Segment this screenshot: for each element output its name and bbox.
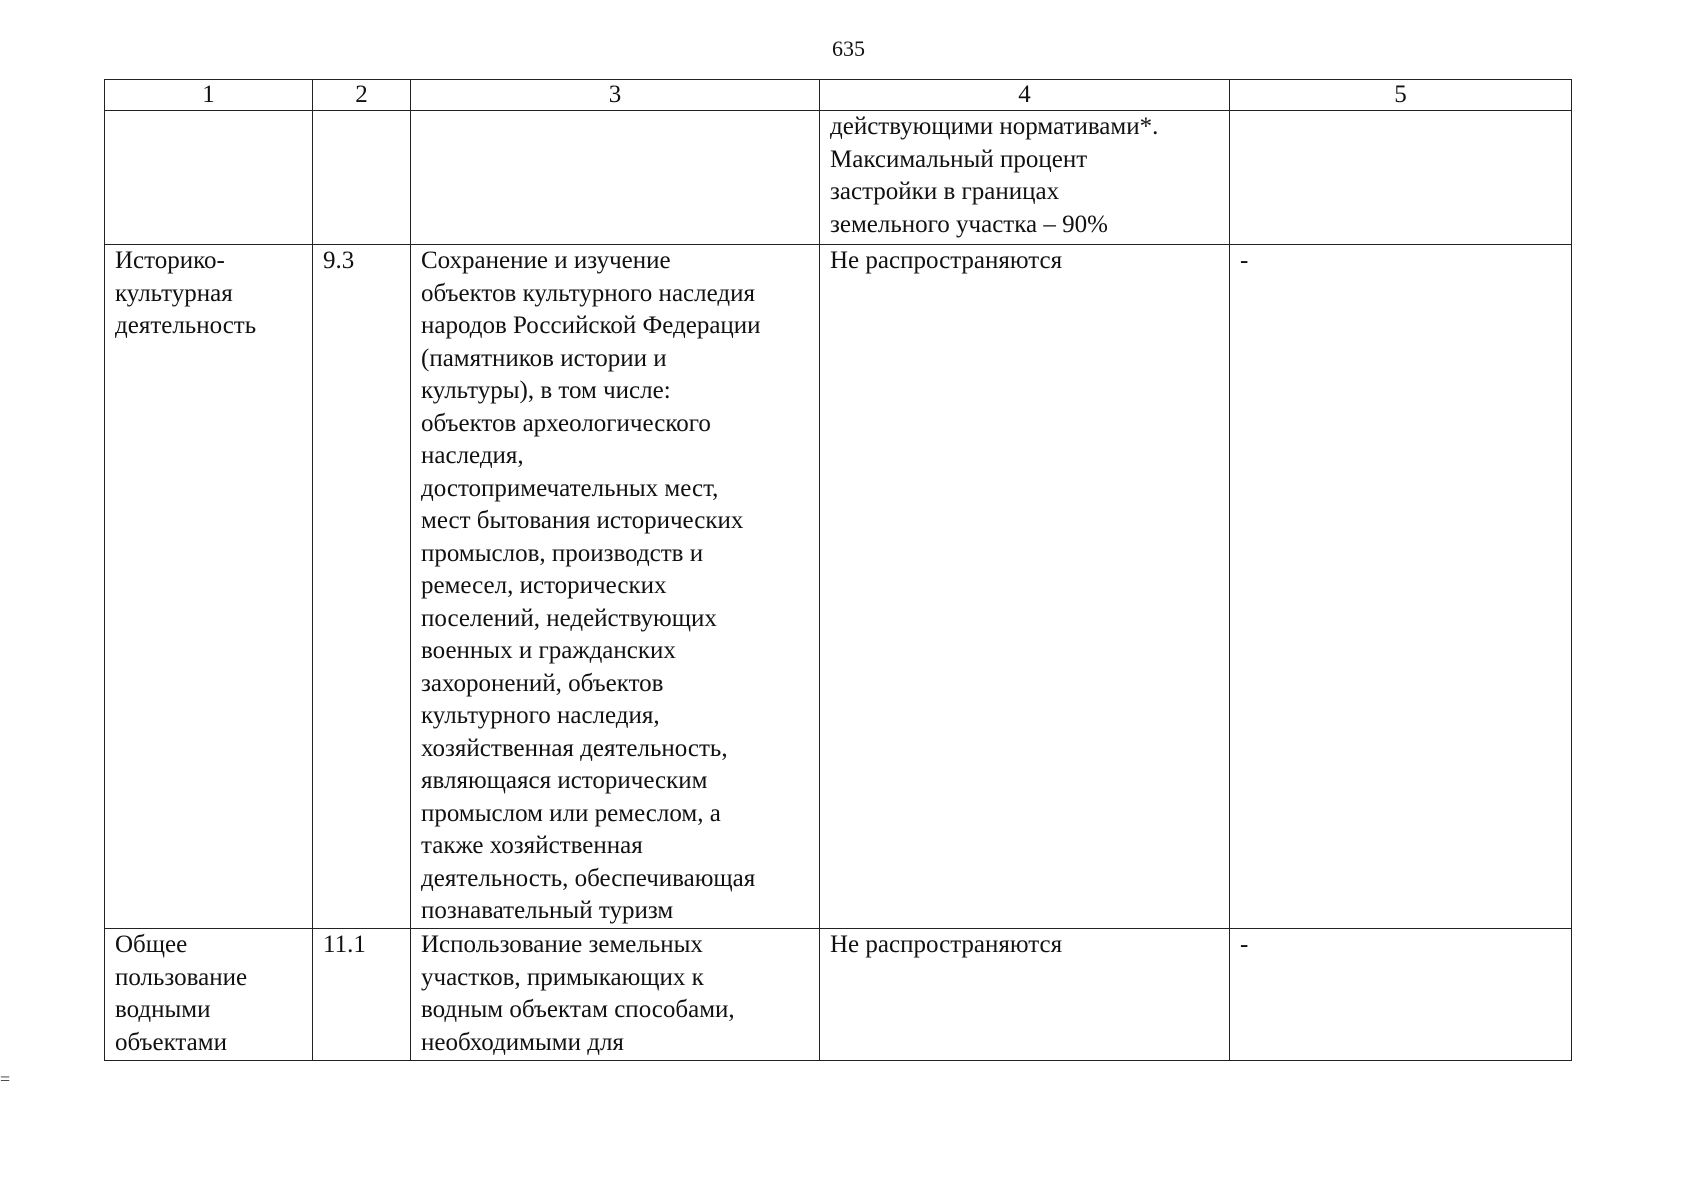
- margin-mark: =: [0, 1069, 11, 1089]
- cell-code: 11.1: [313, 929, 411, 1061]
- cell-code: 9.3: [313, 245, 411, 929]
- page-number: 635: [832, 36, 865, 61]
- header-col-4: 4: [820, 80, 1230, 111]
- cell-restrictions: [1230, 111, 1572, 245]
- cell-parameters: действующими нормативами*. Максимальный процент застройки в границах земельного участка – 90%: [820, 111, 1230, 245]
- header-col-2: 2: [313, 80, 411, 111]
- cell-code: [313, 111, 411, 245]
- cell-parameters: Не распространяются: [820, 929, 1230, 1061]
- table-header-row: [105, 80, 1572, 111]
- land-use-table: [104, 79, 1572, 1061]
- cell-description: [411, 111, 820, 245]
- table-row-historical-cultural: [105, 245, 1572, 929]
- cell-parameters: Не распространяются: [820, 245, 1230, 929]
- cell-use-name: Историко- культурная деятельность: [105, 245, 313, 929]
- cell-description: Сохранение и изучение объектов культурного наследия народов Российской Федерации (памятников истории и культуры), в том числе: объектов археологического наследия, достопримечательных мест, мест бытования исторических промыслов, производств и ремесел, исторических поселений, недействующих военных и гражданских захоронений, объектов культурного наследия, хозяйственная деятельность, являющаяся историческим промыслом или ремеслом, а также хозяйственная деятельность, обеспечивающая познавательный туризм: [411, 245, 820, 929]
- header-col-3: 3: [411, 80, 820, 111]
- cell-use-name: Общее пользование водными объектами: [105, 929, 313, 1061]
- table-row-water-use: [105, 929, 1572, 1061]
- table-row-continuation: [105, 111, 1572, 245]
- header-col-5: 5: [1230, 80, 1572, 111]
- cell-description: Использование земельных участков, примыкающих к водным объектам способами, необходимыми для: [411, 929, 820, 1061]
- cell-restrictions: -: [1230, 245, 1572, 929]
- cell-use-name: [105, 111, 313, 245]
- header-col-1: 1: [105, 80, 313, 111]
- cell-restrictions: -: [1230, 929, 1572, 1061]
